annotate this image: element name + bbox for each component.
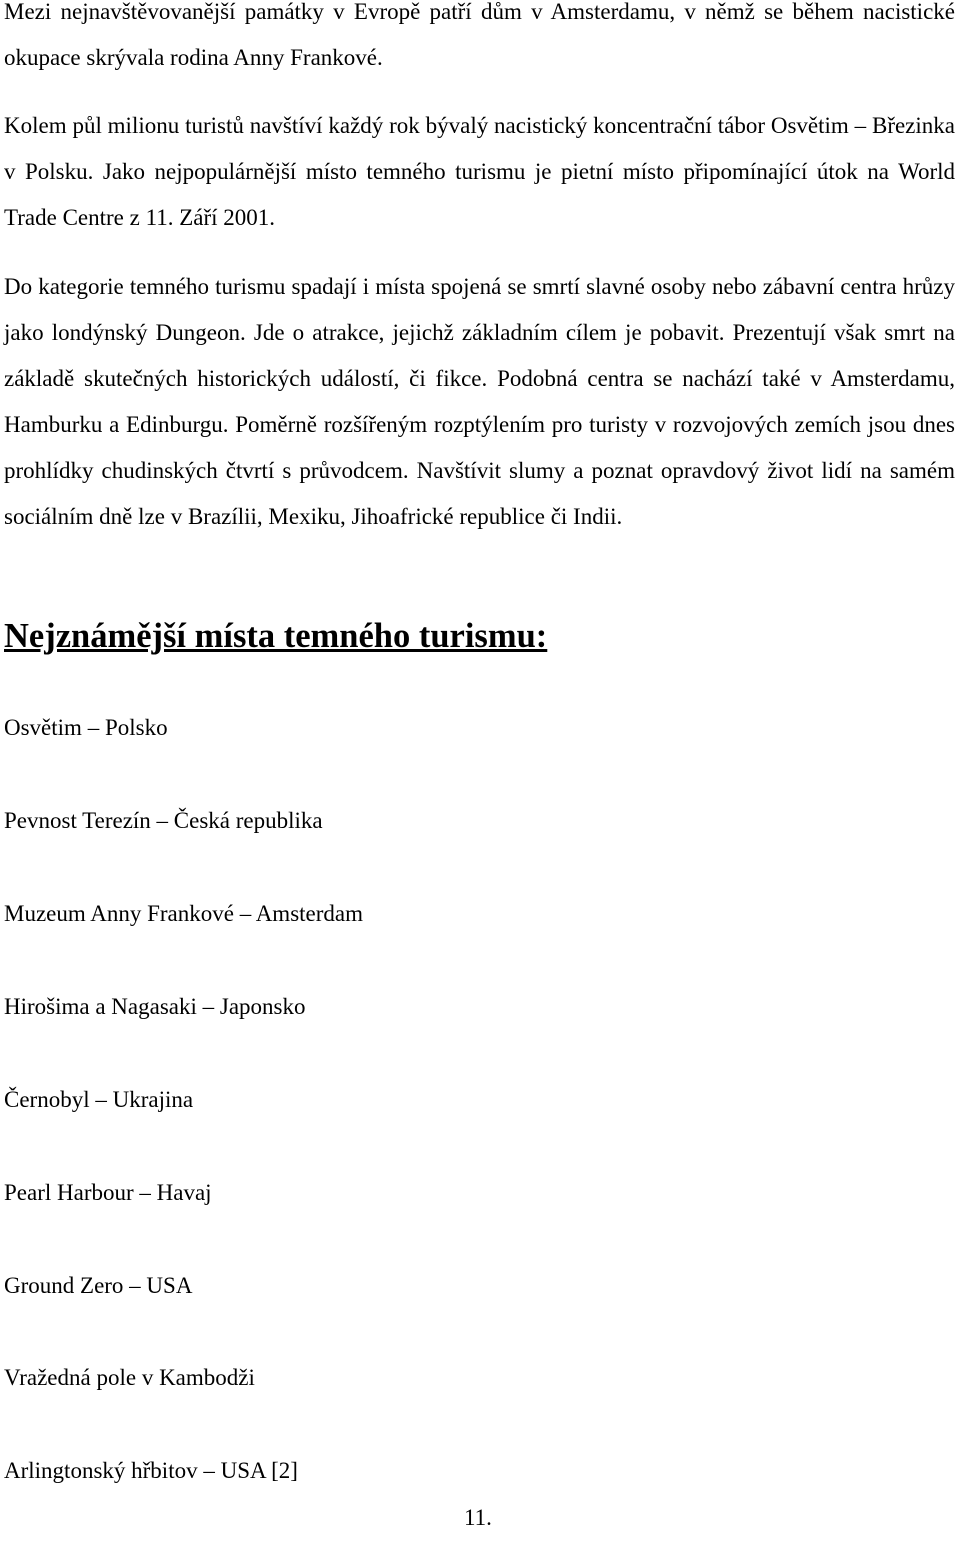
list-item: Hirošima a Nagasaki – Japonsko: [4, 994, 306, 1019]
list-item: Ground Zero – USA: [4, 1273, 193, 1298]
list-item: Pevnost Terezín – Česká republika: [4, 808, 323, 833]
list-item: Arlingtonský hřbitov – USA [2]: [4, 1458, 298, 1483]
list-item: Muzeum Anny Frankové – Amsterdam: [4, 901, 364, 926]
section-heading: Nejznámější místa temného turismu:: [4, 617, 548, 655]
paragraph-dark-tourism-categories: Do kategorie temného turismu spadají i místa spojená se smrtí slavné osoby nebo zábavní centra hrůzy jako londýnský Dungeon. Jde o atrakce, jejichž základním cílem je pobavit. Prezentují však smrt na základě skutečných historických událostí, či fikce. Podobná centra se nachází také v Amsterdamu, Hamburku a Edinburgu. Poměrně rozšířeným rozptýlením pro turisty v rozvojových zemích jsou dnes prohlídky chudinských čtvrtí s průvodcem. Navštívit slumy a poznat opravdový život lidí na samém sociálním dně lze v Brazílii, Mexiku, Jihoafrické republice či Indii.: [4, 274, 955, 529]
list-item: Pearl Harbour – Havaj: [4, 1180, 212, 1205]
list-item: Osvětim – Polsko: [4, 715, 168, 740]
paragraph-anne-frank-house: Mezi nejnavštěvovanější památky v Evropě patří dům v Amsterdamu, v němž se během nacistické okupace skrývala rodina Anny Frankové.: [4, 0, 955, 70]
page-number: 11.: [464, 1505, 492, 1530]
document-page: [4, 0, 955, 1528]
list-item: Černobyl – Ukrajina: [4, 1087, 194, 1112]
list-item: Vražedná pole v Kambodži: [4, 1365, 255, 1390]
paragraph-auschwitz-wtc: Kolem půl milionu turistů navštíví každý rok bývalý nacistický koncentrační tábor Osvětim – Březinka v Polsku. Jako nejpopulárnější místo temného turismu je pietní místo připomínající útok na World Trade Centre z 11. Září 2001.: [4, 113, 955, 230]
